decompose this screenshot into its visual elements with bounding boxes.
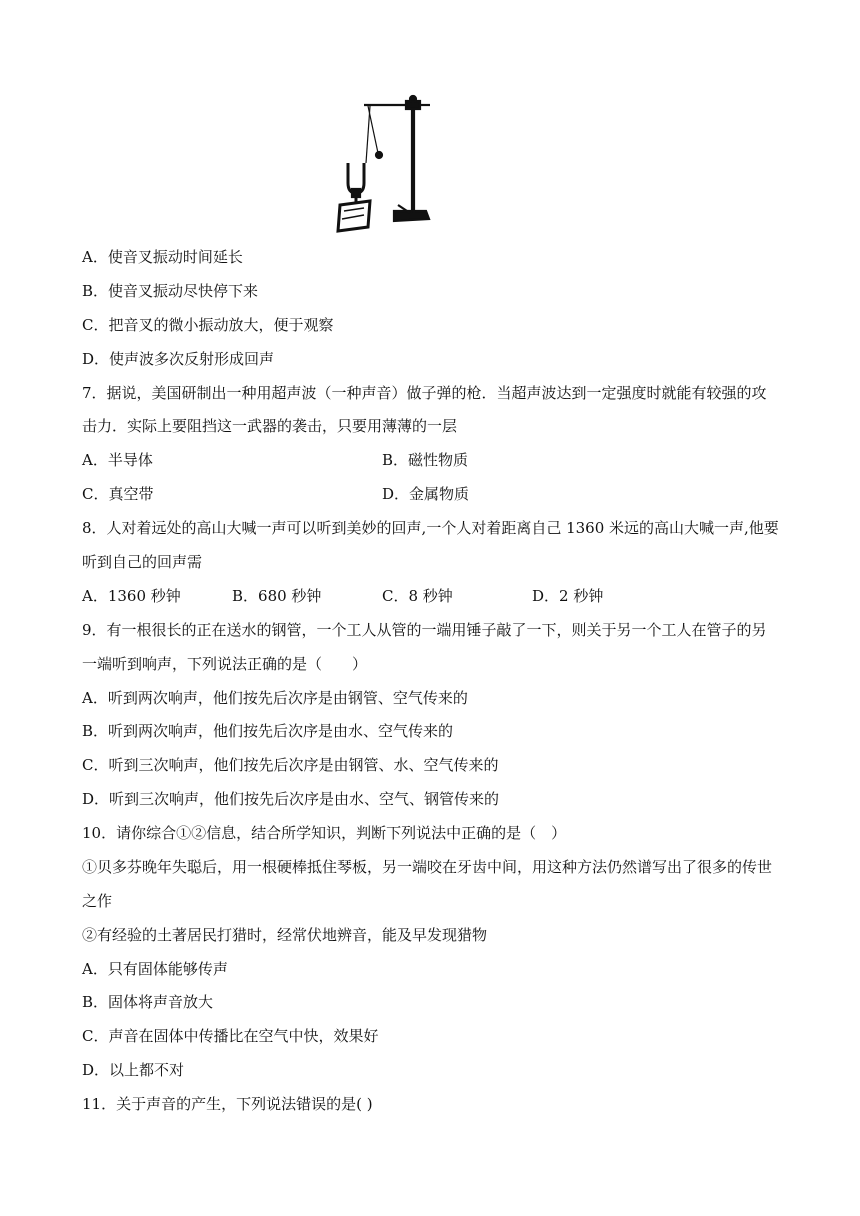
q9-stem-line1: 9．有一根很长的正在送水的钢管，一个工人从管的一端用锤子敲了一下，则关于另一个工人在管子的另 xyxy=(82,621,767,639)
q10-option-a: A．只有固体能够传声 xyxy=(82,960,228,978)
q9-option-d: D．听到三次响声，他们按先后次序是由水、空气、钢管传来的 xyxy=(82,790,500,808)
q7-option-d: D．金属物质 xyxy=(382,485,470,503)
q10-info1-line1: ①贝多芬晚年失聪后，用一根硬棒抵住琴板，另一端咬在牙齿中间，用这种方法仍然谱写出了很多的传世 xyxy=(82,858,773,876)
tuning-fork-apparatus-figure xyxy=(334,93,434,233)
q9-stem-line2: 一端听到响声，下列说法正确的是（ ） xyxy=(82,655,368,673)
q10-info1-line2: 之作 xyxy=(82,892,113,910)
q10-stem: 10．请你综合①②信息，结合所学知识，判断下列说法中正确的是（ ） xyxy=(82,824,567,842)
q8-stem-line1: 8．人对着远处的高山大喊一声可以听到美妙的回声,一个人对着距离自己 1360 米远的高山大喊一声,他要 xyxy=(82,519,779,537)
q7-option-a: A．半导体 xyxy=(82,451,153,469)
q7-option-b: B．磁性物质 xyxy=(382,451,469,469)
q7-option-c: C．真空带 xyxy=(82,485,154,503)
q11-stem: 11．关于声音的产生，下列说法错误的是( ) xyxy=(82,1095,373,1113)
q8-option-a: A．1360 秒钟 xyxy=(82,587,181,605)
q10-info2: ②有经验的土著居民打猎时，经常伏地辨音，能及早发现猎物 xyxy=(82,926,488,944)
q8-stem-line2: 听到自己的回声需 xyxy=(82,553,203,571)
q7-stem-line2: 击力．实际上要阻挡这一武器的袭击，只要用薄薄的一层 xyxy=(82,417,458,435)
q9-option-b: B．听到两次响声，他们按先后次序是由水、空气传来的 xyxy=(82,722,454,740)
q6-option-d: D．使声波多次反射形成回声 xyxy=(82,350,275,368)
q10-option-c: C．声音在固体中传播比在空气中快，效果好 xyxy=(82,1027,379,1045)
q8-option-d: D．2 秒钟 xyxy=(532,587,604,605)
q6-option-b: B．使音叉振动尽快停下来 xyxy=(82,282,259,300)
q8-option-b: B．680 秒钟 xyxy=(232,587,322,605)
q6-option-a: A．使音叉振动时间延长 xyxy=(82,248,243,266)
q8-option-c: C．8 秒钟 xyxy=(382,587,453,605)
q7-stem-line1: 7．据说，美国研制出一种用超声波（一种声音）做子弹的枪．当超声波达到一定强度时就能有较强的攻 xyxy=(82,384,767,402)
q9-option-c: C．听到三次响声，他们按先后次序是由钢管、水、空气传来的 xyxy=(82,756,499,774)
q10-option-b: B．固体将声音放大 xyxy=(82,993,214,1011)
q10-option-d: D．以上都不对 xyxy=(82,1061,185,1079)
q6-option-c: C．把音叉的微小振动放大，便于观察 xyxy=(82,316,334,334)
q9-option-a: A．听到两次响声，他们按先后次序是由钢管、空气传来的 xyxy=(82,689,468,707)
